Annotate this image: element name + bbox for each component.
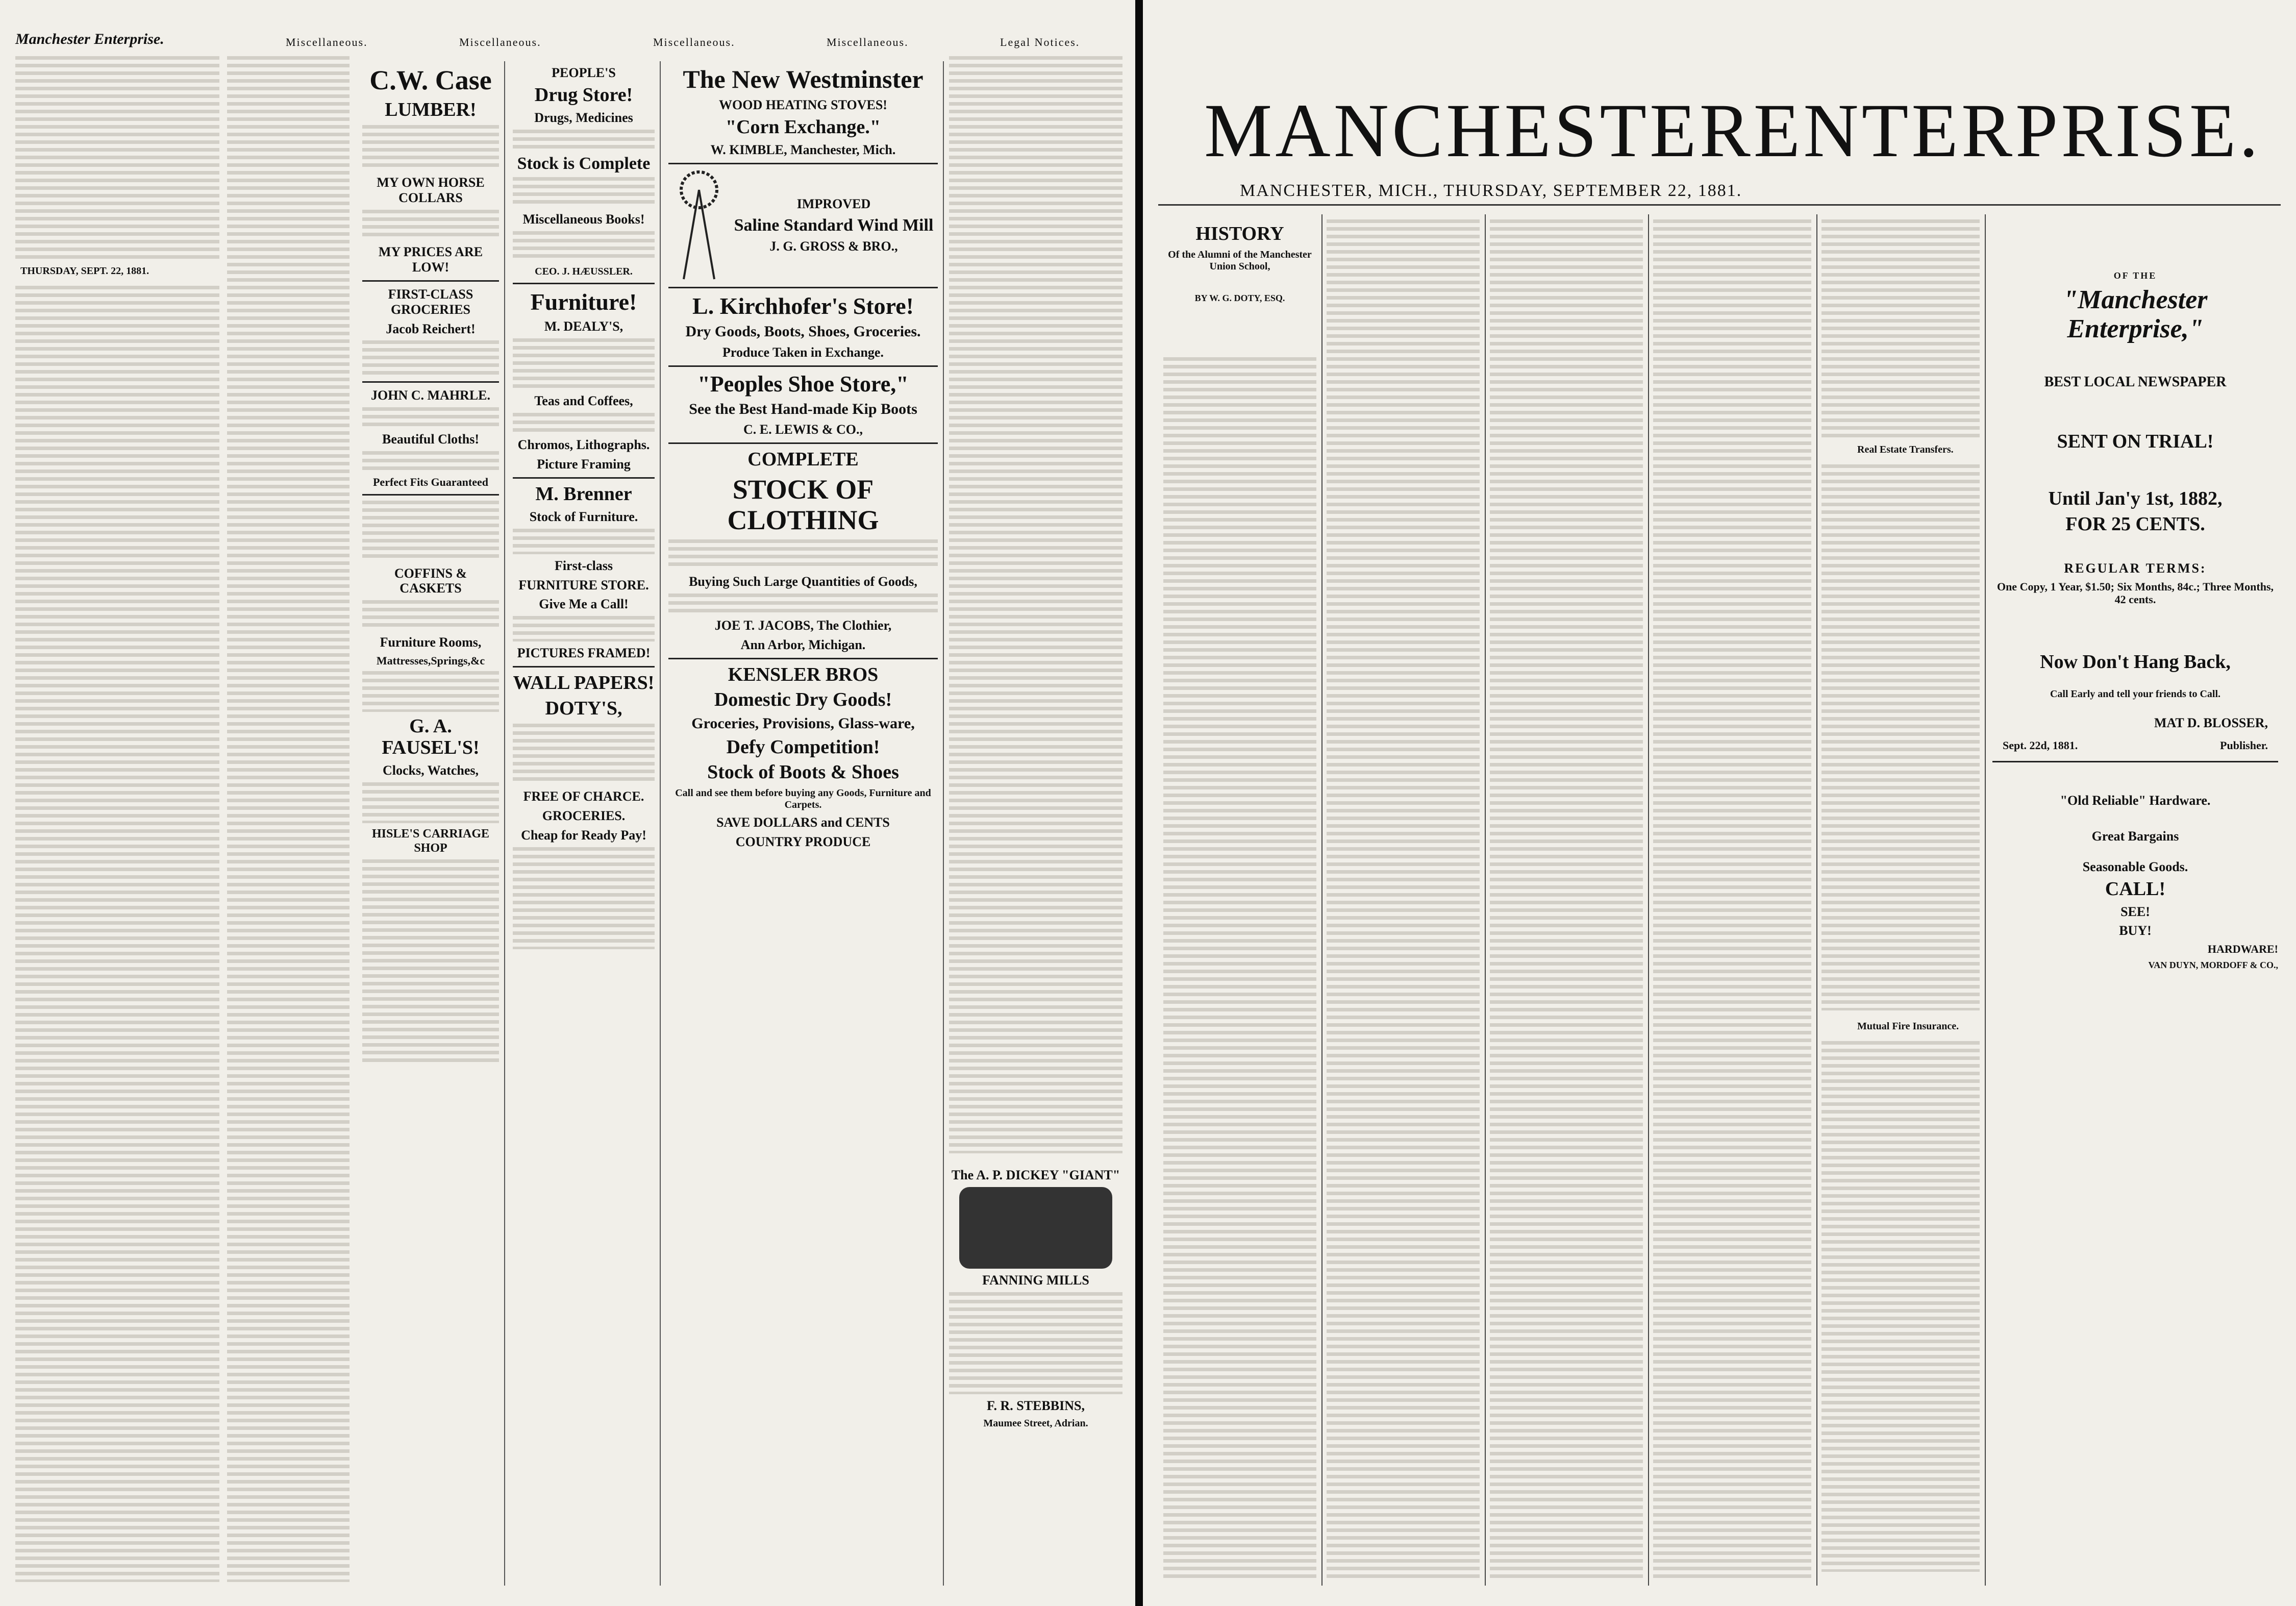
of-the-label: OF THE xyxy=(1992,270,2278,281)
history-title: HISTORY xyxy=(1163,224,1316,245)
haeussler-name: CEO. J. HÆUSSLER. xyxy=(513,266,655,278)
maumee-heading: Maumee Street, Adrian. xyxy=(949,1418,1122,1429)
jacobs-heading: JOE T. JACOBS, The Clothier, xyxy=(668,618,938,633)
fausel-heading: G. A. FAUSEL'S! xyxy=(362,716,499,759)
john-mahrle-heading: JOHN C. MAHRLE. xyxy=(362,388,499,403)
col-header-4: Miscellaneous. xyxy=(827,36,909,48)
horse-collars-heading: MY OWN HORSE COLLARS xyxy=(362,175,499,206)
complete-heading: COMPLETE xyxy=(668,449,938,471)
dont-hang-heading: Now Don't Hang Back, xyxy=(1992,652,2278,673)
news-column-1a xyxy=(15,56,219,260)
masthead xyxy=(1204,87,2261,175)
news-col-5c xyxy=(1821,1041,1980,1572)
groceries-heading: FIRST-CLASS GROCERIES xyxy=(362,287,499,317)
real-estate-heading: Real Estate Transfers. xyxy=(1857,444,1954,455)
great-bargains-heading: Great Bargains xyxy=(1992,829,2278,844)
clocks-heading: Clocks, Watches, xyxy=(362,763,499,778)
ready-pay-heading: Cheap for Ready Pay! xyxy=(513,828,655,843)
history-text-col-4 xyxy=(1653,219,1811,1582)
give-call-heading: Give Me a Call! xyxy=(513,597,655,612)
dateline: MANCHESTER, MICH., THURSDAY, SEPTEMBER 22, 1881. xyxy=(1240,181,1742,200)
fanning-heading: FANNING MILLS xyxy=(949,1273,1122,1288)
kirchhofer-heading: L. Kirchhofer's Store! xyxy=(668,293,938,319)
carriage-shop-heading: HISLE'S CARRIAGE SHOP xyxy=(362,827,499,855)
free-charge-heading: FREE OF CHARCE. xyxy=(513,789,655,804)
perfect-fits-heading: Perfect Fits Guaranteed xyxy=(362,476,499,488)
call-early-heading: Call Early and tell your friends to Call. xyxy=(1992,688,2278,700)
publisher-name: MAT D. BLOSSER, xyxy=(1992,715,2278,731)
masthead-left: MANCHESTER xyxy=(1204,88,1754,173)
m-dealy-name: M. DEALY'S, xyxy=(513,319,655,334)
masthead-rule xyxy=(1158,204,2281,206)
ads-column-3 xyxy=(663,61,944,1586)
boots-shoes-heading: Stock of Boots & Shoes xyxy=(668,762,938,783)
furniture-store-heading: FURNITURE STORE. xyxy=(513,578,655,593)
page-gutter xyxy=(1135,0,1143,1606)
paper-name: "Manchester Enterprise," xyxy=(1992,285,2278,343)
corn-exchange-heading: "Corn Exchange." xyxy=(668,117,938,138)
prices-low-heading: MY PRICES ARE LOW! xyxy=(362,244,499,275)
terms-text: One Copy, 1 Year, $1.50; Six Months, 84c.; Three Months, 42 cents. xyxy=(1992,580,2278,606)
country-produce-heading: COUNTRY PRODUCE xyxy=(668,834,938,850)
see-heading: SEE! xyxy=(1992,904,2278,920)
call-see-heading: Call and see them before buying any Goods, Furniture and Carpets. xyxy=(668,787,938,811)
buy-heading: BUY! xyxy=(1992,923,2278,938)
best-local-heading: BEST LOCAL NEWSPAPER xyxy=(1992,374,2278,390)
saline-windmill-heading: Saline Standard Wind Mill xyxy=(730,216,938,235)
gross-heading: J. G. GROSS & BRO., xyxy=(730,239,938,254)
chromos-heading: Chromos, Lithographs. xyxy=(513,437,655,453)
legal-notices-column xyxy=(949,56,1122,1153)
misc-books-heading: Miscellaneous Books! xyxy=(513,212,655,227)
publisher-date: Sept. 22d, 1881. xyxy=(2003,738,2078,752)
for-cents-heading: FOR 25 CENTS. xyxy=(1992,514,2278,535)
history-header xyxy=(1163,219,1316,307)
seasonable-heading: Seasonable Goods. xyxy=(1992,859,2278,875)
fire-insurance-heading: Mutual Fire Insurance. xyxy=(1857,1021,1959,1032)
cw-case-ad: C.W. Case xyxy=(362,65,499,95)
drugs-medicines-heading: Drugs, Medicines xyxy=(513,110,655,126)
ce-lewis-heading: C. E. LEWIS & CO., xyxy=(668,422,938,437)
history-byline: BY W. G. DOTY, ESQ. xyxy=(1163,293,1316,304)
dickey-ad xyxy=(949,1164,1122,1434)
dry-goods-heading: Dry Goods, Boots, Shoes, Groceries. xyxy=(668,323,938,341)
ads-column-1 xyxy=(357,61,505,1586)
news-column-2 xyxy=(227,56,350,1582)
picture-framing-heading: Picture Framing xyxy=(513,457,655,472)
produce-heading: Produce Taken in Exchange. xyxy=(668,345,938,360)
right-newspaper-page xyxy=(1143,0,2296,1606)
kimble-heading: W. KIMBLE, Manchester, Mich. xyxy=(668,142,938,158)
first-class-heading: First-class xyxy=(513,558,655,574)
domestic-heading: Domestic Dry Goods! xyxy=(668,689,938,711)
news-column-1b xyxy=(15,286,219,1582)
van-duyn-heading: VAN DUYN, MORDOFF & CO., xyxy=(1992,960,2278,971)
date-small: THURSDAY, SEPT. 22, 1881. xyxy=(20,265,149,277)
masthead-right: ENTERPRISE. xyxy=(1753,88,2261,173)
improved-heading: IMPROVED xyxy=(730,196,938,212)
buying-heading: Buying Such Large Quantities of Goods, xyxy=(668,574,938,589)
news-col-5b xyxy=(1821,464,1980,1010)
kip-boots-heading: See the Best Hand-made Kip Boots xyxy=(668,401,938,418)
col-header-1: Miscellaneous. xyxy=(286,36,368,48)
news-col-5a xyxy=(1821,219,1980,439)
hardware-heading: HARDWARE! xyxy=(1992,943,2278,955)
ann-arbor-heading: Ann Arbor, Michigan. xyxy=(668,637,938,653)
windmill-icon xyxy=(668,169,730,282)
peoples-shoe-heading: "Peoples Shoe Store," xyxy=(668,372,938,397)
stock-furniture-heading: Stock of Furniture. xyxy=(513,509,655,525)
peoples-heading: PEOPLE'S xyxy=(513,65,655,81)
new-westminster-heading: The New Westminster xyxy=(668,65,938,93)
kensler-heading: KENSLER BROS xyxy=(668,664,938,686)
jacob-reichert-heading: Jacob Reichert! xyxy=(362,322,499,337)
furniture-heading: Furniture! xyxy=(513,289,655,315)
dickey-heading: The A. P. DICKEY "GIANT" xyxy=(949,1168,1122,1183)
groceries-glass-heading: Groceries, Provisions, Glass-ware, xyxy=(668,715,938,733)
mattresses-heading: Mattresses,Springs,&c xyxy=(362,654,499,667)
history-subtitle: Of the Alumni of the Manchester Union School, xyxy=(1163,249,1316,273)
history-text-col-1 xyxy=(1163,357,1316,1582)
lumber-heading: LUMBER! xyxy=(362,100,499,121)
sent-trial-heading: SENT ON TRIAL! xyxy=(1992,431,2278,453)
pictures-framed-heading: PICTURES FRAMED! xyxy=(513,646,655,661)
beautiful-cloths-heading: Beautiful Cloths! xyxy=(362,432,499,447)
stock-complete-heading: Stock is Complete xyxy=(513,154,655,173)
old-reliable-heading: "Old Reliable" Hardware. xyxy=(1992,793,2278,808)
history-text-col-2 xyxy=(1327,219,1480,1582)
wood-stoves-heading: WOOD HEATING STOVES! xyxy=(668,97,938,113)
stebbins-heading: F. R. STEBBINS, xyxy=(949,1398,1122,1414)
groceries-small-heading: GROCERIES. xyxy=(513,808,655,824)
coffins-heading: COFFINS & CASKETS xyxy=(362,566,499,597)
save-heading: SAVE DOLLARS and CENTS xyxy=(668,815,938,830)
drug-store-heading: Drug Store! xyxy=(513,85,655,106)
regular-terms-heading: REGULAR TERMS: xyxy=(1992,561,2278,576)
stock-clothing-heading: STOCK OF CLOTHING xyxy=(668,475,938,535)
defy-heading: Defy Competition! xyxy=(668,737,938,758)
publisher-label: Publisher. xyxy=(2220,738,2268,752)
fanning-mill-icon xyxy=(959,1187,1112,1269)
col-header-3: Miscellaneous. xyxy=(653,36,735,48)
history-text-col-3 xyxy=(1490,219,1643,1582)
col-header-5: Legal Notices. xyxy=(1000,36,1080,48)
small-masthead: Manchester Enterprise. xyxy=(15,31,164,47)
furniture-rooms-heading: Furniture Rooms, xyxy=(362,635,499,650)
left-newspaper-page xyxy=(0,0,1135,1606)
m-brenner-heading: M. Brenner xyxy=(513,484,655,505)
call-heading: CALL! xyxy=(1992,879,2278,900)
teas-coffees-heading: Teas and Coffees, xyxy=(513,393,655,409)
col-header-2: Miscellaneous. xyxy=(459,36,541,48)
wall-papers-heading: WALL PAPERS! xyxy=(513,672,655,694)
ads-column-2 xyxy=(508,61,661,1586)
dotys-heading: DOTY'S, xyxy=(513,698,655,720)
until-heading: Until Jan'y 1st, 1882, xyxy=(1992,488,2278,510)
promo-column xyxy=(1992,219,2278,974)
